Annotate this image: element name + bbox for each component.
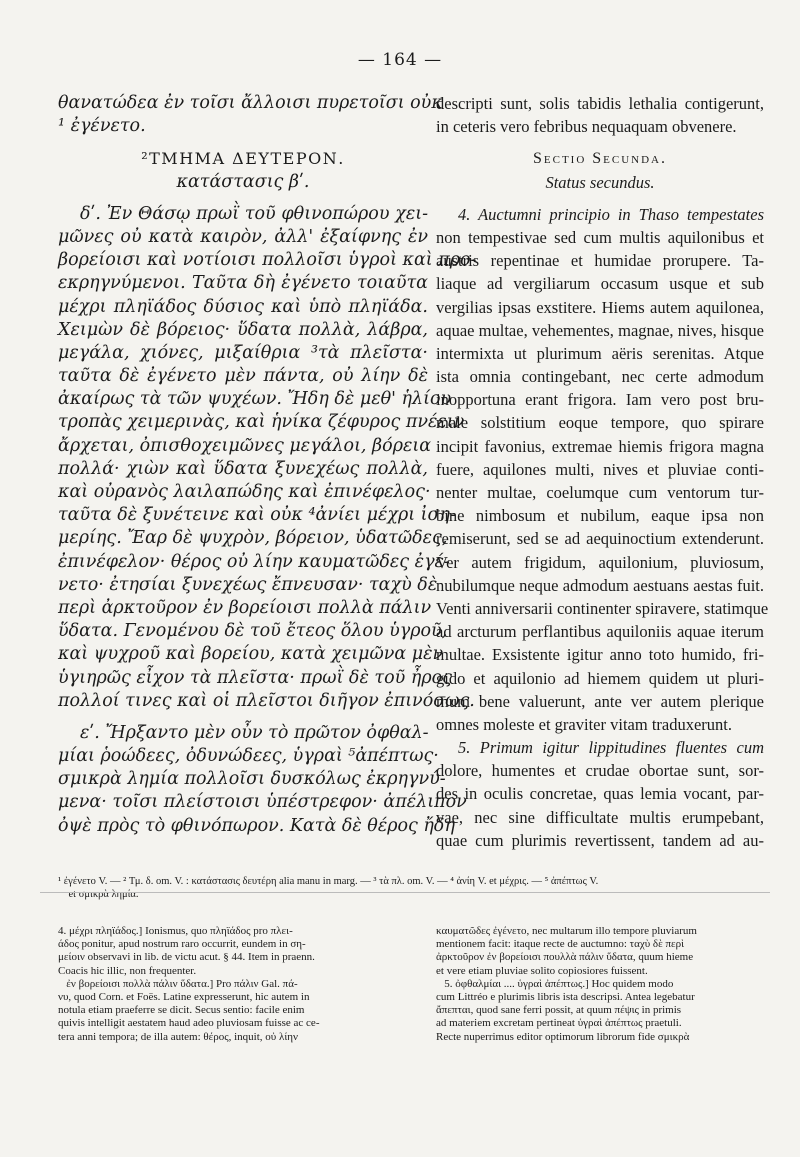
latin-line: quae cum plurimis revertissent, tandem ad au-: [436, 830, 764, 850]
latin-line: vae, nec sine difficultate multis erumpebant,: [436, 807, 764, 827]
latin-line: 5. Primum igitur lippitudines fluentes cum: [458, 738, 764, 758]
latin-text-column: [436, 92, 769, 852]
greek-line: κατάστασις βʹ.: [176, 171, 310, 192]
latin-line: male solstitium eoque tempore, quo spirare: [436, 413, 764, 433]
greek-line: μῶνες οὐ κατὰ καιρὸν, ἀλλ' ἐξαίφνης ἐν: [58, 226, 428, 247]
note-line: ἄπεπται, quod sane ferri possit, at quum πέψις in primis: [436, 1004, 682, 1017]
greek-line: περὶ ἀρκτοῦρον ἐν βορείοισι πολλὰ πάλιν: [58, 597, 432, 618]
greek-line: καὶ οὐρανὸς λαιλαπώδης καὶ ἐπινέφελος·: [58, 482, 431, 502]
note-line: 4. μέχρι πληϊάδος.] Ionismus, quo πληϊάδος pro πλει-: [58, 925, 293, 937]
latin-line: mum bene valuerunt, ante ver autem plerique: [436, 691, 764, 711]
greek-line: μεγάλα, χιόνες, μιξαίθρια ³τὰ πλεῖστα·: [58, 342, 428, 363]
note-line: mentionem facit: itaque recte de auctumno: ταχὺ δὲ περὶ: [436, 938, 685, 951]
greek-line: [58, 713, 428, 722]
latin-line: in ceteris vero febribus nequaquam obvenere.: [436, 117, 737, 137]
latin-line: remiserunt, sed se ad aequinoctium extenderunt.: [436, 529, 764, 549]
latin-line: non tempestivae sed cum multis aquilonibus et: [436, 227, 764, 247]
greek-line: καὶ ψυχροῦ καὶ βορείου, κατὰ χειμῶνα μὲν: [58, 644, 444, 665]
latin-line: dolore, humentes et crudae obortae sunt, sor-: [436, 761, 764, 781]
greek-line: βορείοισι καὶ νοτίοισι πολλοῖσι ὑγροὶ καὶ προ-: [58, 250, 477, 271]
greek-line: μερίης. Ἔαρ δὲ ψυχρὸν, βόρειον, ὑδατῶδες,: [58, 528, 448, 549]
greek-line: μενα· τοῖσι πλείστοισι ὑπέστρεφον· ἀπέλιπον: [58, 792, 467, 813]
greek-line: Χειμὼν δὲ βόρειος· ὕδατα πολλὰ, λάβρα,: [58, 319, 428, 340]
greek-line: νετο· ἐτησίαι ξυνεχέως ἔπνευσαν· ταχὺ δὲ: [58, 574, 438, 595]
latin-line: ad arcturum perflantibus aquiloniis aquae iterum: [436, 622, 764, 642]
footnote-line: et σμικρὰ λημία.: [58, 889, 139, 901]
greek-line: ἀκαίρως τὰ τῶν ψυχέων. Ἤδη δὲ μεθ' ἡλίου: [58, 389, 452, 410]
latin-line: multae. Exsistente igitur anno toto humido, fri-: [436, 645, 764, 665]
note-line: cum Littréo e plurimis libris ista descripsi. Antea legebatur: [436, 990, 695, 1003]
greek-line: ἄρχεται, ὀπισθοχειμῶνες μεγάλοι, βόρεια: [58, 435, 432, 456]
commentary-notes-right: [436, 925, 768, 1044]
latin-line: aquae multae, vehementes, magnae, nives, hisque: [436, 320, 764, 340]
greek-line: [58, 194, 428, 203]
latin-line: [436, 138, 764, 147]
page-number: — 164 —: [357, 50, 443, 70]
greek-line: μίαι ῥοώδεες, ὀδυνώδεες, ὑγραὶ ⁵ἀπέπτως·: [58, 746, 439, 767]
footnote-line: ¹ ἐγένετο V. — ² Τμ. δ. om. V. : κατάστασις δευτέρη alia manu in marg. — ³ τὰ πλ. om. V. — ⁴ ἀνίη V. et μέχρις. — ⁵ ἀπέπτως V.: [58, 876, 599, 887]
note-line: notula etiam praeferre se dicit. Secus sentio: facile enim: [58, 1004, 305, 1017]
greek-line: ταῦτα δὲ ἐγένετο μὲν πάντα, οὐ λίην δὲ: [58, 366, 428, 387]
latin-line: incipit favonius, extremae hiemis frigora magna: [436, 436, 764, 456]
divider: [40, 892, 770, 893]
greek-line: ἐπινέφελον· θέρος οὐ λίην καυματῶδες ἐγέ-: [58, 551, 450, 572]
greek-line: εʹ. Ἤρξαντο μὲν οὖν τὸ πρῶτον ὀφθαλ-: [80, 722, 429, 743]
latin-line: [436, 194, 764, 203]
note-line: ἀρκτοῦρον ἐν βορείοισι πουλλὰ πάλιν ὕδατα, quum hieme: [436, 951, 694, 964]
greek-line: πολλοί τινες καὶ οἱ πλεῖστοι διῆγον ἐπινόσως.: [58, 690, 475, 711]
greek-line: τροπὰς χειμερινὰς, καὶ ἡνίκα ζέφυρος πνέειν: [58, 412, 465, 433]
latin-line: austris repentinae et humidae prorupere. Ta-: [436, 251, 764, 271]
greek-line: πολλά· χιὼν καὶ ὕδατα ξυνεχέως πολλὰ,: [58, 458, 428, 479]
greek-line: ταῦτα δὲ ξυνέτεινε καὶ οὐκ ⁴ἀνίει μέχρι ἰση-: [58, 505, 456, 526]
greek-line: ὀψὲ πρὸς τὸ φθινόπωρον. Κατὰ δὲ θέρος ἤδη: [58, 815, 455, 836]
greek-line: ὑγιηρῶς εἶχον τὰ πλεῖστα· πρωῒ δὲ τοῦ ἦρος: [58, 667, 452, 688]
latin-line: liaque ad vergiliarum occasum usque et sub: [436, 274, 764, 294]
greek-line: [58, 138, 428, 147]
latin-line: inopportuna erant frigora. Iam vero post bru-: [436, 390, 764, 410]
greek-text-column: [58, 92, 477, 838]
note-line: ἐν βορείοισι πολλὰ πάλιν ὕδατα.] Pro πάλιν Gal. πά-: [58, 977, 298, 990]
note-line: νυ, quod Corn. et Foës. Latine expresserunt, hic autem in: [58, 990, 310, 1003]
latin-line: gido et aquilonio ad hiemem quidem ut pluri-: [436, 668, 764, 688]
greek-line: εκρηγνύμενοι. Ταῦτα δὴ ἐγένετο τοιαῦτα: [58, 273, 428, 294]
note-line: μείοιν observavi in lib. de victu acut. § 44. Item in praenn.: [58, 951, 315, 964]
greek-line: ¹ ἐγένετο.: [58, 116, 146, 137]
footnotes: [58, 875, 778, 901]
latin-line: nenter multae, coelumque cum ventorum tur-: [436, 483, 764, 502]
latin-line: nubilumque neque admodum aestuans aestas fuit.: [436, 575, 764, 595]
note-line: et vere etiam pluviae solito copiosiores fuissent.: [436, 964, 648, 977]
note-line: quivis intelligit aestatem haud adeo pluviosam fuisse ac ce-: [58, 1017, 320, 1030]
latin-line: Sectio Secunda.: [532, 150, 667, 168]
latin-line: des in oculis concretae, quas lemia vocant, par-: [436, 784, 764, 804]
latin-line: 4. Auctumni principio in Thaso tempestates: [458, 204, 764, 224]
latin-line: omnes moleste et graviter vitam traduxerunt.: [436, 714, 732, 734]
latin-line: descripti sunt, solis tabidis lethalia contigerunt,: [436, 94, 764, 113]
note-line: καυματῶδες ἐγένετο, nec multarum illo tempore pluviarum: [436, 925, 697, 937]
note-line: άδος ponitur, apud nostrum raro occurrit, eundem in ση-: [58, 938, 306, 951]
greek-line: θανατώδεα ἐν τοῖσι ἄλλοισι πυρετοῖσι οὐκ: [58, 93, 443, 113]
greek-line: μέχρι πληϊάδος δύσιος καὶ ὑπὸ πληϊάδα.: [58, 296, 428, 317]
latin-line: vergilias ipsas exstitere. Hiems autem aquilonea,: [436, 297, 764, 317]
note-line: tera anni tempora; de illa autem: θέρος, inquit, οὐ λίην: [58, 1030, 299, 1043]
note-line: Recte nuperrimus editor optimorum librorum fide σμικρὰ: [436, 1030, 690, 1043]
latin-line: ista omnia contingebant, nec certe admodum: [436, 367, 764, 387]
latin-line: Ver autem frigidum, aquilonium, pluviosum,: [436, 552, 764, 572]
latin-line: Status secundus.: [545, 172, 655, 192]
greek-line: ὕδατα. Γενομένου δὲ τοῦ ἔτεος ὅλου ὑγροῦ,: [58, 621, 448, 642]
greek-line: δʹ. Ἐν Θάσῳ πρωῒ τοῦ φθινοπώρου χει-: [80, 203, 428, 224]
note-line: 5. ὀφθαλμίαι .... ὑγραὶ ἀπέπτως.] Hoc quidem modo: [436, 977, 674, 990]
greek-line: ²ΤΜΗΜΑ ΔΕΥΤΕΡΟΝ.: [141, 149, 345, 169]
note-line: Coacis hic illic, non frequenter.: [58, 964, 197, 977]
commentary-notes-left: [58, 925, 410, 1044]
latin-line: fuere, aquilones multi, nives et pluviae conti-: [436, 459, 764, 479]
latin-line: bine nimbosum et nubilum, eaque ipsa non: [436, 506, 764, 526]
latin-line: intermixta ut plurimum aëris serenitas. Atque: [436, 343, 764, 363]
note-line: ad materiem excretam pertineat ὑγραὶ ἀπέπτως praetuli.: [436, 1017, 682, 1030]
latin-line: Venti anniversarii continenter spiravere, statimque: [436, 598, 769, 618]
greek-line: σμικρὰ λημία πολλοῖσι δυσκόλως ἐκρηγνύ-: [58, 769, 446, 790]
